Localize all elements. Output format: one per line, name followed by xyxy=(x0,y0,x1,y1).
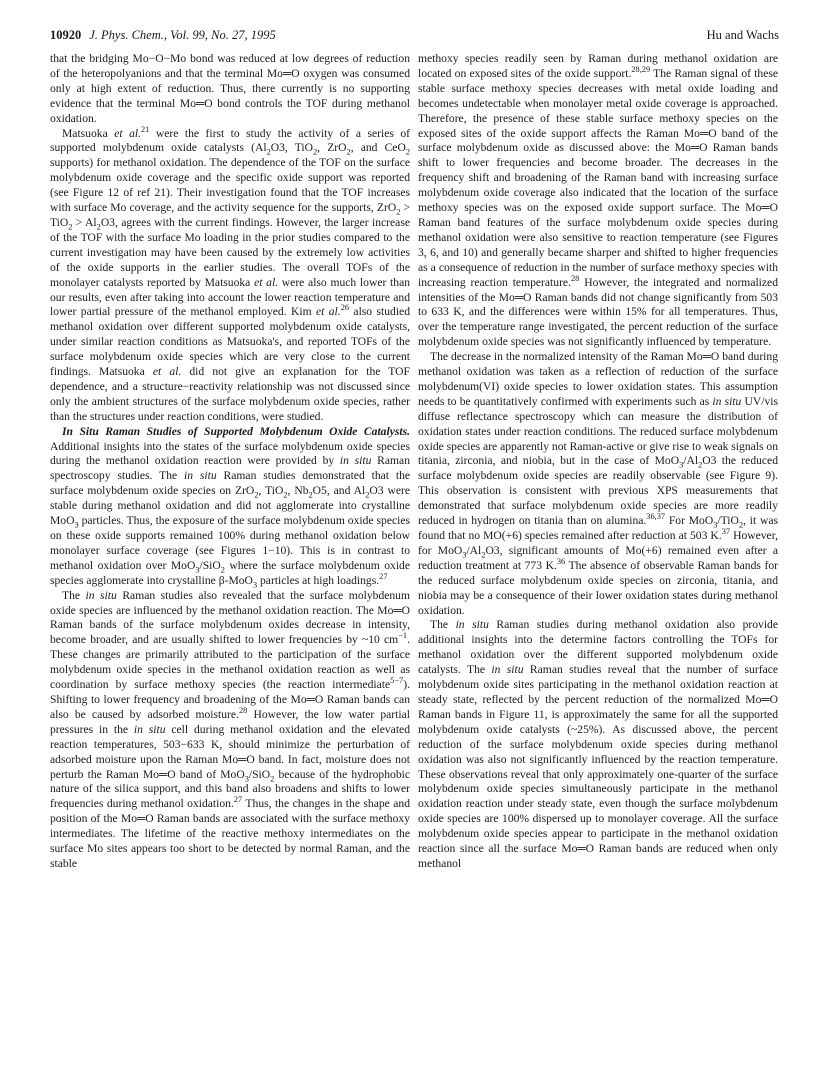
left-column xyxy=(50,52,410,872)
paragraph: that the bridging Mo−O−Mo bond was reduced at low degrees of reduction of the heteropolyanions and that the terminal Mo═O oxygen was consumed only at high extent of reduction. Thus, there currently is no supporting evidence that the terminal Mo═O bond controls the TOF during methanol oxidation. xyxy=(50,52,410,125)
paragraph: Matsuoka et al.$^{21}$ were the first to study the activity of a series of supported molybdenum oxide catalysts ($Al_2O3$, TiO$_2$, ZrO$_2$, and CeO$_2$ supports) for methanol oxidation. The dependence of the TOF on the surface molybdenum oxide coverage and the specific oxide support was reported (see Figure 12 of ref 21). Their investigation found that the TOF increases with surface Mo coverage, and the activity sequence for the supports, $ZrO_2 > TiO_2 > Al_2O3$, agrees with the current findings. However, the larger increase of the TOF with the surface Mo loading in the prior studies compared to the current investigation may have been caused by the extremely low activities of the oxide supports in the earlier studies. The overall TOFs of the monolayer catalysts reported by Matsuoka et al. were also much lower than our results, even after taking into account the lower reaction temperature and lower partial pressure of the methanol employed. Kim et al.$^{26}$ also studied methanol oxidation over different supported molybdenum oxide catalysts, under similar reaction conditions as Matsuoka's, and reported TOFs of the surface molybdenum oxide species which are very close to the current findings. Matsuoka et al. did not give an explanation for the TOF dependence, and a structure−reactivity relationship was not discussed since only the ambient structures of the surface molybdenum oxide species, rather than the structures under reaction conditions, were studied. xyxy=(50,124,411,423)
paragraph: In Situ Raman Studies of Supported Molybdenum Oxide Catalysts. Additional insights into the states of the surface molybdenum oxide species during the methanol oxidation reaction were provided by in situ Raman spectroscopy studies. The in situ Raman studies demonstrated that the surface molybdenum oxide species on ZrO$_2$, TiO$_2$, $Nb_2O5$, and $Al_2O3$ were stable during methanol oxidation and did not agglomerate into crystalline MoO$_3$ particles. Thus, the exposure of the surface molybdenum oxide species on these oxide supports remained 100% during methanol oxidation below monolayer surface coverage (see Figures 1−10). This is in contrast to methanol oxidation over MoO$_3$/SiO$_2$ where the surface molybdenum oxide species agglomerate into crystalline β-MoO$_3$ particles at high loadings.$^{27}$ xyxy=(50,424,411,590)
running-head-left xyxy=(50,26,276,44)
right-column xyxy=(418,52,778,872)
running-head xyxy=(50,26,779,44)
paragraph: methoxy species readily seen by Raman during methanol oxidation are located on exposed sites of the oxide support.$^{28,29}$ The Raman signal of these stable surface methoxy species decreases with metal oxide loading and becomes undetectable when monolayer metal oxide coverage is approached. Therefore, the presence of these stable surface methoxy species on the exposed sites of the oxide support affects the Raman Mo═O band of the surface molybdenum oxide as discussed above: the Mo═O Raman bands shift to lower frequencies and become broader. The decreases in the frequency shift and broadening of the Raman band with increasing surface molybdenum oxide coverage also indicated that the location of the surface methoxy species was on the exposed oxide support surface. The Mo═O Raman band features of the surface molybdenum oxide species during methanol oxidation were also sensitive to reaction temperature (see Figures 3, 6, and 10) and generally became sharper and shifted to higher frequencies as a consequence of reduction in the number of surface methoxy species with increasing reaction temperature.$^{28}$ However, the integrated and normalized intensities of the Mo═O Raman bands did not change significantly from 503 to 633 K, and the differences were within 15% for all temperatures. Thus, over the temperature range investigated, the percent reduction of the surface molybdenum oxide species was not significantly influenced by temperature. xyxy=(418,52,779,349)
paragraph: The in situ Raman studies also revealed that the surface molybdenum oxide species are influenced by the methanol oxidation reaction. The Mo═O Raman bands of the surface molybdenum oxides decrease in intensity, become broader, and are usually shifted to lower frequencies by ~10 $cm^{-1}$. These changes are primarily attributed to the participation of the surface molybdenum oxide species in the methanol oxidation reaction as well as coordination by surface methoxy species (the reaction intermediate$^{5-7}$). Shifting to lower frequency and broadening of the Mo═O Raman bands can also be caused by adsorbed moisture.$^{28}$ However, the low water partial pressures in the in situ cell during methanol oxidation and the elevated reaction temperatures, 503−633 K, should minimize the perturbation of adsorbed moisture upon the Raman Mo═O band. In fact, moisture does not perturb the Raman Mo═O band of MoO$_3$/SiO$_2$ because of the hydrophobic nature of the silica support, and this band also broadens and shifts to lower frequencies during methanol oxidation.$^{27}$ Thus, the changes in the shape and position of the Mo═O Raman bands are associated with the surface methoxy intermediates. The lifetime of the reactive methoxy intermediates on the surface Mo sites appears too short to be detected by normal Raman, and the stable xyxy=(50,588,410,870)
paragraph: The decrease in the normalized intensity of the Raman Mo═O band during methanol oxidation was taken as a reflection of reduction of the surface molybdenum(VI) oxide species to lower oxidation states. This assumption needs to be quantitatively confirmed with experiments such as in situ UV/vis diffuse reflectance spectroscopy which can measure the distribution of oxidation states under reaction conditions. The reduced surface molybdenum oxide species are apparently not Raman-active or give rise to weak signals on titania, zirconia, and niobia, but in the case of $MoO_3/Al_2O3$ the reduced surface molybdenum oxide species are readily observable (see Figure 9). This observation is consistent with previous XPS measurements that demonstrated that surface molybdenum oxide species are more readily reduced in hydrogen on titania than on alumina.$^{36,37}$ For MoO$_3$/TiO$_2$, it was found that no MO(+6) species remained after reduction at 503 K.$^{37}$ However, for $MoO_3/Al_2O3$, significant amounts of Mo(+6) remained even after a reduction treatment at 773 K.$^{36}$ The absence of observable Raman bands for the reduced surface molybdenum oxide species on zirconia, titania, and niobia may be a consequence of their lower oxidation states during methanol oxidation. xyxy=(418,350,779,617)
running-head-authors: Hu and Wachs xyxy=(706,28,779,42)
journal-citation: J. Phys. Chem., Vol. 99, No. 27, 1995 xyxy=(89,28,276,42)
paragraph: The in situ Raman studies during methanol oxidation also provide additional insights into the determine factors controlling the TOFs for methanol oxidation over the different supported molybdenum oxide catalysts. The in situ Raman studies reveal that the number of surface molybdenum oxide sites participating in the methanol oxidation reaction at steady state, reflected by the percent reduction of the normalized Mo═O Raman bands in Figure 11, is approximately the same for all the supported molybdenum oxide catalysts (~25%). As discussed above, the percent reduction of the surface molybdenum oxide species during methanol oxidation was also not significantly influenced by the reaction temperature. These observations reveal that only approximately one-quarter of the surface molybdenum oxide species simultaneously participate in the methanol oxidation reaction under steady state, even though the surface molybdenum oxide species are 100% dispersed up to monolayer coverage. All the surface molybdenum oxide species appear to participate in the methanol oxidation reaction since all the surface Mo═O Raman bands are reduced when only methanol xyxy=(418,618,779,870)
page-number: 10920 xyxy=(50,28,82,42)
